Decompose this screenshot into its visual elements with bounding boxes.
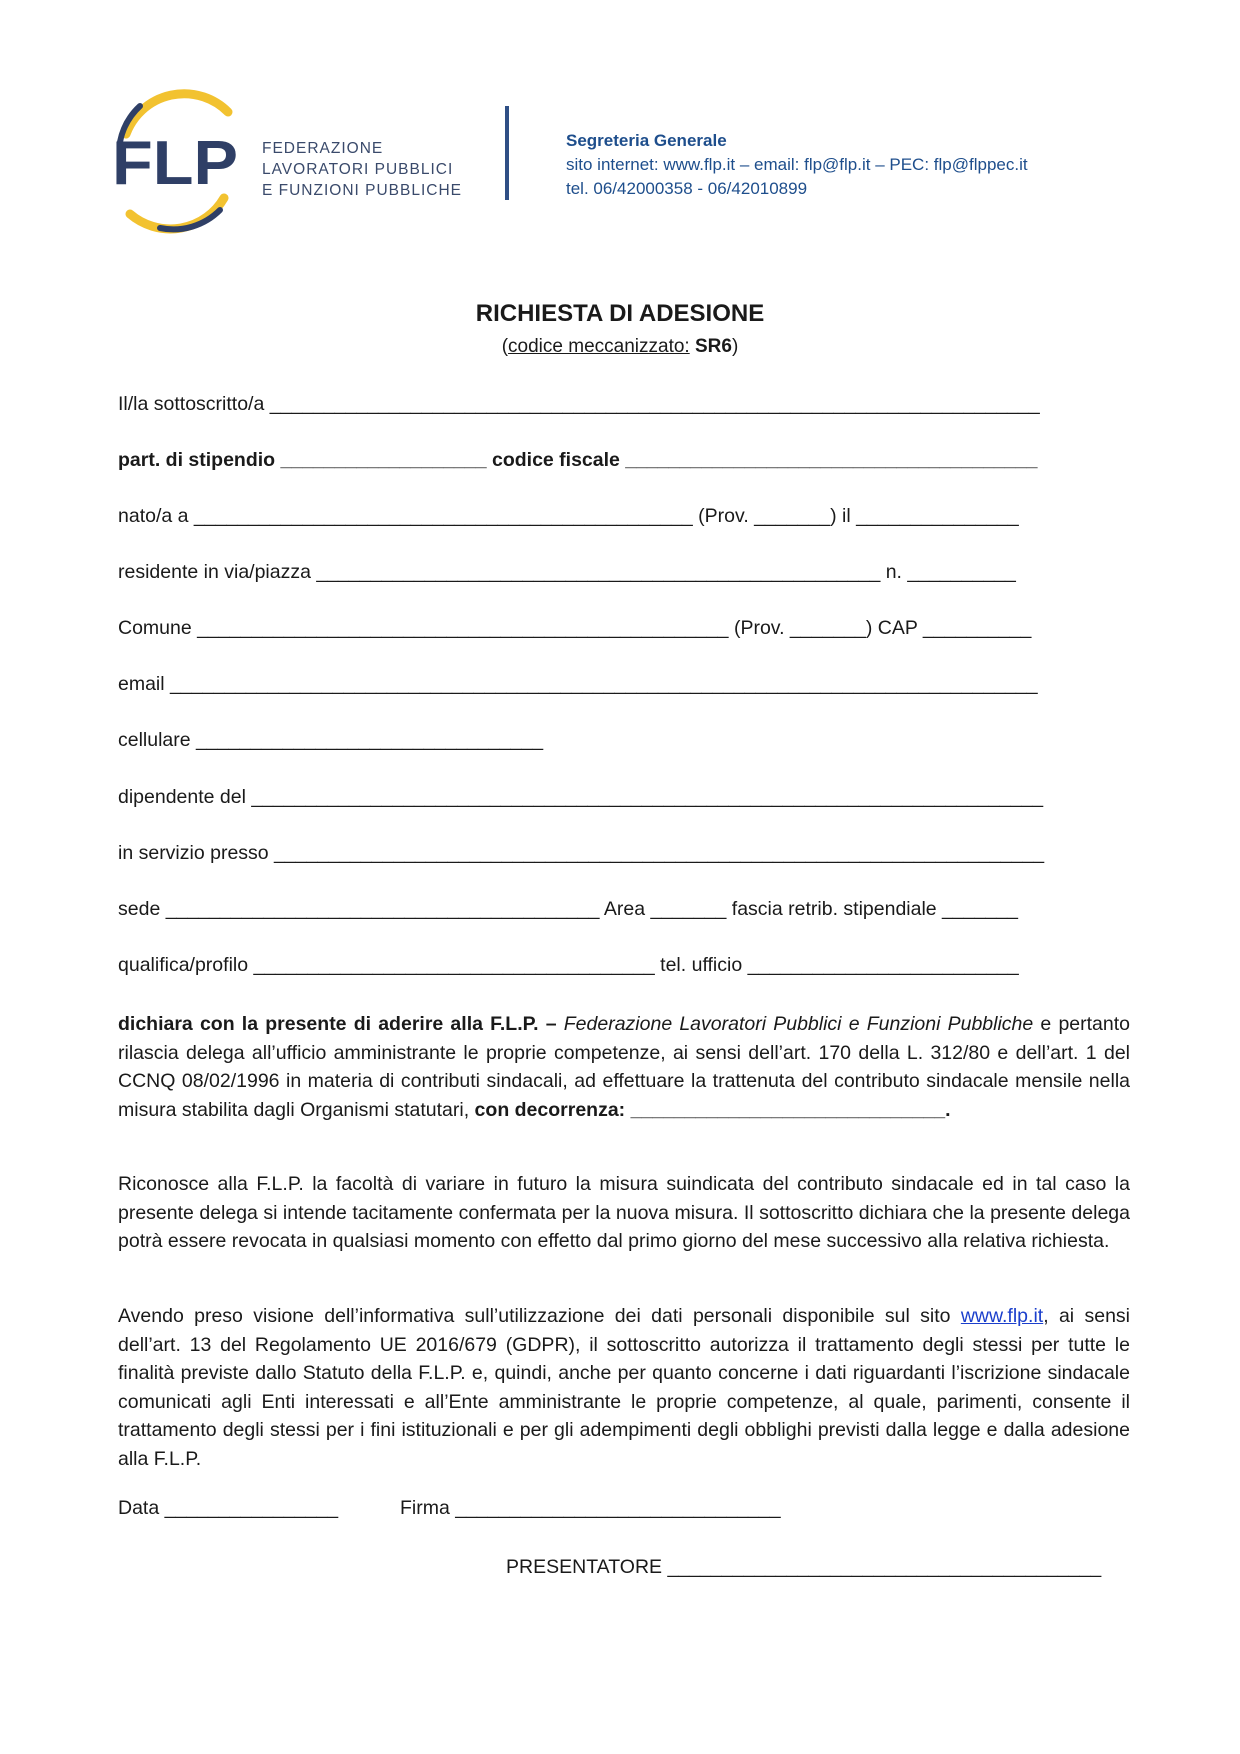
field-stipendio-codice-fiscale[interactable]: [118, 449, 1130, 472]
field-nascita[interactable]: nato/a a ______________________________________________ (Prov. _______) il _______________: [118, 505, 1019, 527]
adesione-text: e pertanto rilascia delega all’ufficio amministrante le proprie competenze, ai sensi dell’art. 170 della L. 312/80 e dell’art. 1 del CCNQ 08/02/1996 in materia di contributi sindacali, ad effettuare la trattenuta del contributo sindacale mensile nella misura stabilita dagli Organismi statutari,: [118, 1013, 1131, 1121]
flp-logo: [100, 86, 250, 236]
org-line: FEDERAZIONE: [262, 140, 384, 157]
field-qualifica[interactable]: qualifica/profilo _____________________________________ tel. ufficio _________________________: [118, 954, 1019, 976]
field-residenza[interactable]: residente in via/piazza ____________________________________________________ n. __________: [118, 561, 1016, 583]
form-subtitle: [0, 336, 1240, 358]
contact-phone: tel. 06/42000358 - 06/42010899: [566, 179, 808, 198]
field-cellulare[interactable]: cellulare ________________________________: [118, 729, 544, 751]
contact-title: Segreteria Generale: [566, 131, 727, 150]
paragraph-privacy: [118, 1302, 1130, 1473]
field-servizio[interactable]: in servizio presso _______________________________________________________________________: [118, 842, 1045, 864]
field-email[interactable]: email ________________________________________________________________________________: [118, 673, 1038, 695]
decorrenza-field[interactable]: con decorrenza: _____________________________.: [469, 1098, 951, 1121]
org-line: LAVORATORI PUBBLICI: [262, 161, 454, 178]
logo-letters: FLP: [112, 129, 238, 198]
organization-name: [262, 138, 462, 201]
flp-website-link[interactable]: www.flp.it: [960, 1305, 1044, 1327]
adesione-federazione: Federazione Lavoratori Pubblici e Funzioni Pubbliche: [556, 1013, 1034, 1035]
privacy-text-before: Avendo preso visione dell’informativa sull’utilizzazione dei dati personali disponibile sul sito: [118, 1305, 961, 1327]
field-codice-fiscale[interactable]: codice fiscale ______________________________________: [486, 449, 1038, 471]
field-stipendio[interactable]: part. di stipendio ___________________: [118, 449, 487, 471]
field-sottoscritto[interactable]: Il/la sottoscritto/a _______________________________________________________________________: [118, 393, 1040, 415]
contact-web-email: sito internet: www.flp.it – email: flp@flp.it – PEC: flp@flppec.it: [566, 155, 1028, 174]
privacy-text-after: , ai sensi dell’art. 13 del Regolamento UE 2016/679 (GDPR), il sottoscritto autorizza il trattamento degli stessi per tutte le finalità previste dallo Statuto della F.L.P. e, quindi, anche per quanto concerne i dati riguardanti l’iscrizione sindacale comunicati agli Enti interessati e all’Ente amministrante le proprie competenze, al quale, parimenti, consente il trattamento degli stessi per i fini istituzionali e per gli adempimenti degli obblighi previsti dalla legge e dalla adesione alla F.L.P.: [118, 1305, 1130, 1470]
paragraph-adesione: [118, 1010, 1130, 1124]
adesione-bold-start: dichiara con la presente di aderire alla F.L.P. –: [118, 1013, 557, 1035]
form-title: RICHIESTA DI ADESIONE: [475, 300, 765, 327]
header-contact: [566, 129, 1028, 201]
paragraph-riconosce: Riconosce alla F.L.P. la facoltà di variare in futuro la misura suindicata del contributo sindacale ed in tal caso la presente delega si intende tacitamente confermata per la nuova misura. Il sottoscritto dichiara che la presente delega potrà essere revocata in qualsiasi momento con effetto dal primo giorno del mese successivo alla relativa richiesta.: [118, 1173, 1130, 1252]
header-divider: [505, 106, 509, 200]
subtitle-label: codice meccanizzato:: [508, 336, 690, 357]
field-presentatore[interactable]: PRESENTATORE ________________________________________: [506, 1556, 1102, 1578]
field-sede[interactable]: sede ________________________________________ Area _______ fascia retrib. stipendiale _______: [118, 898, 1018, 920]
field-comune[interactable]: Comune _________________________________________________ (Prov. _______) CAP __________: [118, 617, 1032, 639]
org-line: E FUNZIONI PUBBLICHE: [262, 182, 462, 199]
subtitle-code: SR6: [694, 336, 732, 357]
field-data[interactable]: Data ________________: [118, 1497, 339, 1519]
subtitle-close: ): [731, 336, 739, 357]
field-firma[interactable]: Firma ______________________________: [400, 1497, 781, 1519]
field-dipendente[interactable]: dipendente del _________________________________________________________________________: [118, 786, 1044, 808]
subtitle-open: (: [501, 336, 509, 357]
